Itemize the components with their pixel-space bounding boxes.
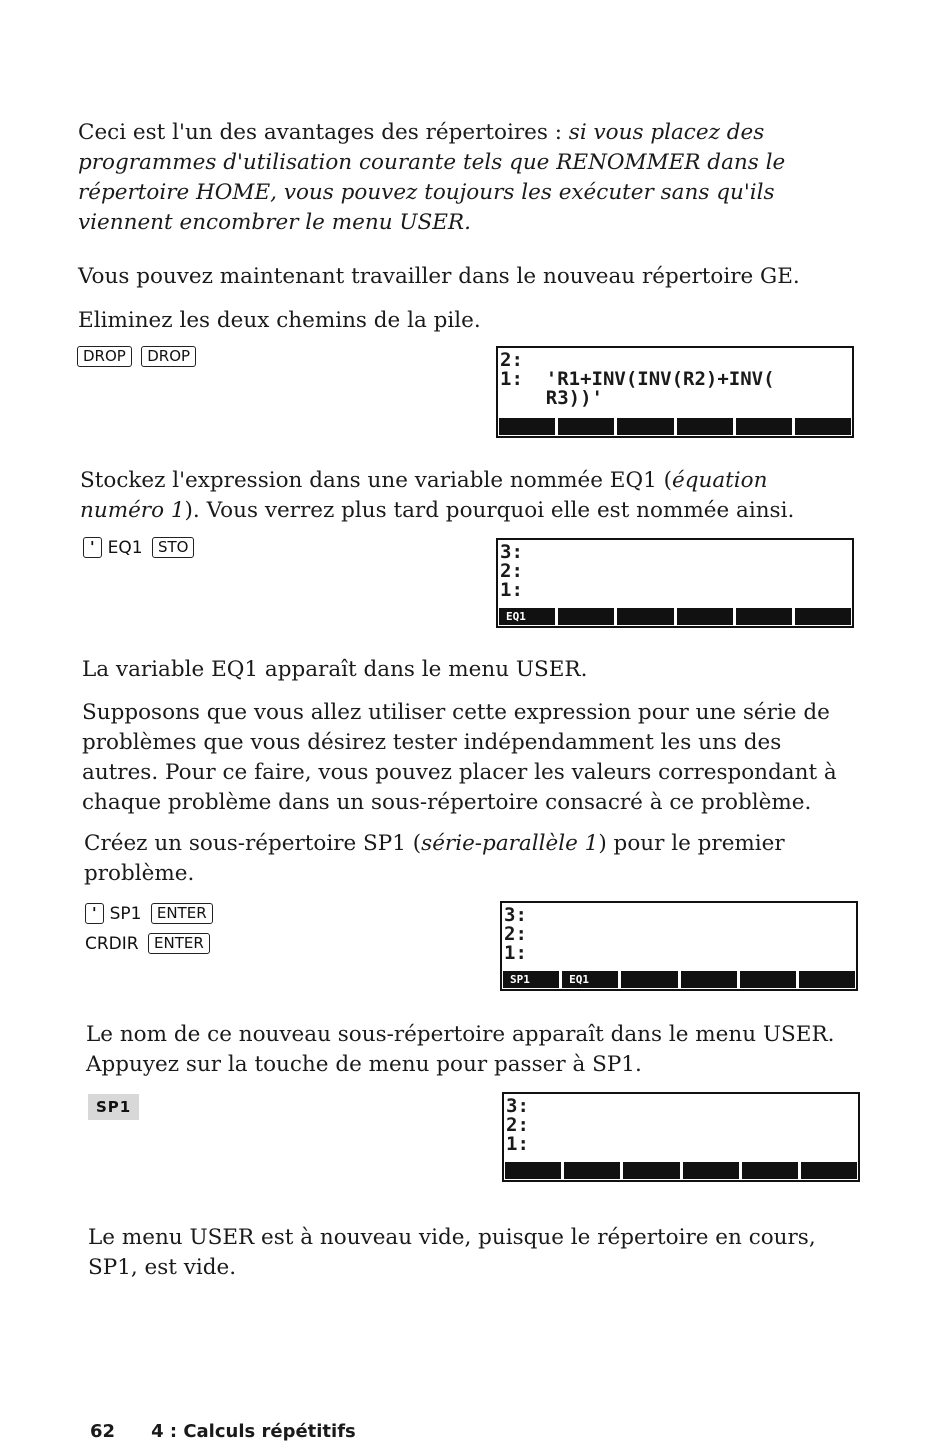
menu-tab	[623, 1162, 679, 1179]
menu-tab	[742, 1162, 798, 1179]
menu-bar	[499, 418, 851, 435]
menu-tab	[617, 608, 673, 625]
menu-tab	[621, 971, 677, 988]
stack-level-2: 2:	[506, 1114, 529, 1136]
sto-key: STO	[152, 537, 195, 558]
tick-key: '	[85, 903, 104, 924]
drop-key: DROP	[77, 346, 132, 367]
menu-tab	[677, 418, 733, 435]
keystrokes-store	[83, 536, 194, 560]
calculator-display	[500, 901, 858, 991]
drop-key: DROP	[141, 346, 196, 367]
paragraph-clear-stack: Eliminez les deux chemins de la pile.	[78, 308, 481, 333]
menu-tab	[681, 971, 737, 988]
paragraph-new-subdirectory: Le nom de ce nouveau sous-répertoire apparaît dans le menu USER. Appuyez sur la touche de menu pour passer à SP1.	[86, 1022, 835, 1077]
paragraph-directories-advantage: Ceci est l'un des avantages des répertoires : si vous placez des programmes d'utilisation courante tels que RENOMMER dans le répertoire HOME, vous pouvez toujours les exécuter sans qu'ils viennent encombrer le menu USER.	[78, 120, 786, 235]
stack-level-2: 2:	[500, 560, 523, 582]
calculator-display	[502, 1092, 860, 1182]
paragraph-user-menu-empty: Le menu USER est à nouveau vide, puisque le répertoire en cours, SP1, est vide.	[88, 1225, 816, 1280]
page-footer	[90, 1421, 392, 1442]
keystroke-text: EQ1	[107, 538, 143, 558]
menu-tab	[736, 608, 792, 625]
page-number: 62	[90, 1421, 116, 1442]
keystroke-text: SP1	[109, 904, 142, 924]
menu-tab	[799, 971, 855, 988]
menu-tab-sp1: SP1	[503, 971, 559, 988]
sp1-menu-key: SP1	[88, 1094, 139, 1120]
menu-tab-eq1: EQ1	[562, 971, 618, 988]
keystrokes-sp1	[88, 1094, 139, 1120]
stack-level-2: 2:	[500, 349, 523, 371]
paragraph-work-in-ge: Vous pouvez maintenant travailler dans le nouveau répertoire GE.	[78, 264, 800, 289]
menu-tab	[677, 608, 733, 625]
stack-level-1: 1:	[506, 1133, 529, 1155]
stack-level-1: 1:	[500, 579, 523, 601]
menu-tab	[558, 418, 614, 435]
menu-bar	[499, 608, 851, 625]
stack-level-1: 1: 'R1+INV(INV(R2)+INV(	[500, 368, 775, 390]
menu-tab	[801, 1162, 857, 1179]
paragraph-create-subdirectory: Créez un sous-répertoire SP1 (série-parallèle 1) pour le premier problème.	[84, 831, 785, 886]
keystrokes-drop	[77, 345, 196, 369]
enter-key: ENTER	[148, 933, 210, 954]
calculator-display	[496, 346, 854, 438]
menu-bar	[505, 1162, 857, 1179]
chapter-title: 4 : Calculs répétitifs	[151, 1421, 356, 1442]
stack-level-3: 3:	[500, 541, 523, 563]
paragraph-series-of-problems: Supposons que vous allez utiliser cette expression pour une série de problèmes que vous désirez tester indépendamment les uns des autres. Pour ce faire, vous pouvez placer les valeurs correspondant à chaque problème dans un sous-répertoire consacré à ce problème.	[82, 700, 837, 815]
menu-tab	[499, 418, 555, 435]
stack-level-1-continued: R3))'	[500, 387, 603, 409]
menu-tab	[505, 1162, 561, 1179]
tick-key: '	[83, 537, 102, 558]
paragraph-store-expression: Stockez l'expression dans une variable nommée EQ1 (équation numéro 1). Vous verrez plus tard pourquoi elle est nommée ainsi.	[80, 468, 795, 523]
menu-tab-eq1: EQ1	[499, 608, 555, 625]
menu-tab	[564, 1162, 620, 1179]
enter-key: ENTER	[151, 903, 213, 924]
stack-level-2: 2:	[504, 923, 527, 945]
stack-level-3: 3:	[504, 904, 527, 926]
menu-tab	[795, 608, 851, 625]
stack-level-1: 1:	[504, 942, 527, 964]
paragraph-eq1-in-menu: La variable EQ1 apparaît dans le menu USER.	[82, 657, 588, 682]
menu-tab	[795, 418, 851, 435]
menu-tab	[736, 418, 792, 435]
menu-tab	[740, 971, 796, 988]
menu-tab	[558, 608, 614, 625]
menu-tab	[683, 1162, 739, 1179]
calculator-display	[496, 538, 854, 628]
keystrokes-crdir	[85, 902, 213, 956]
menu-bar	[503, 971, 855, 988]
stack-level-3: 3:	[506, 1095, 529, 1117]
menu-tab	[617, 418, 673, 435]
keystroke-text: CRDIR	[85, 934, 139, 954]
